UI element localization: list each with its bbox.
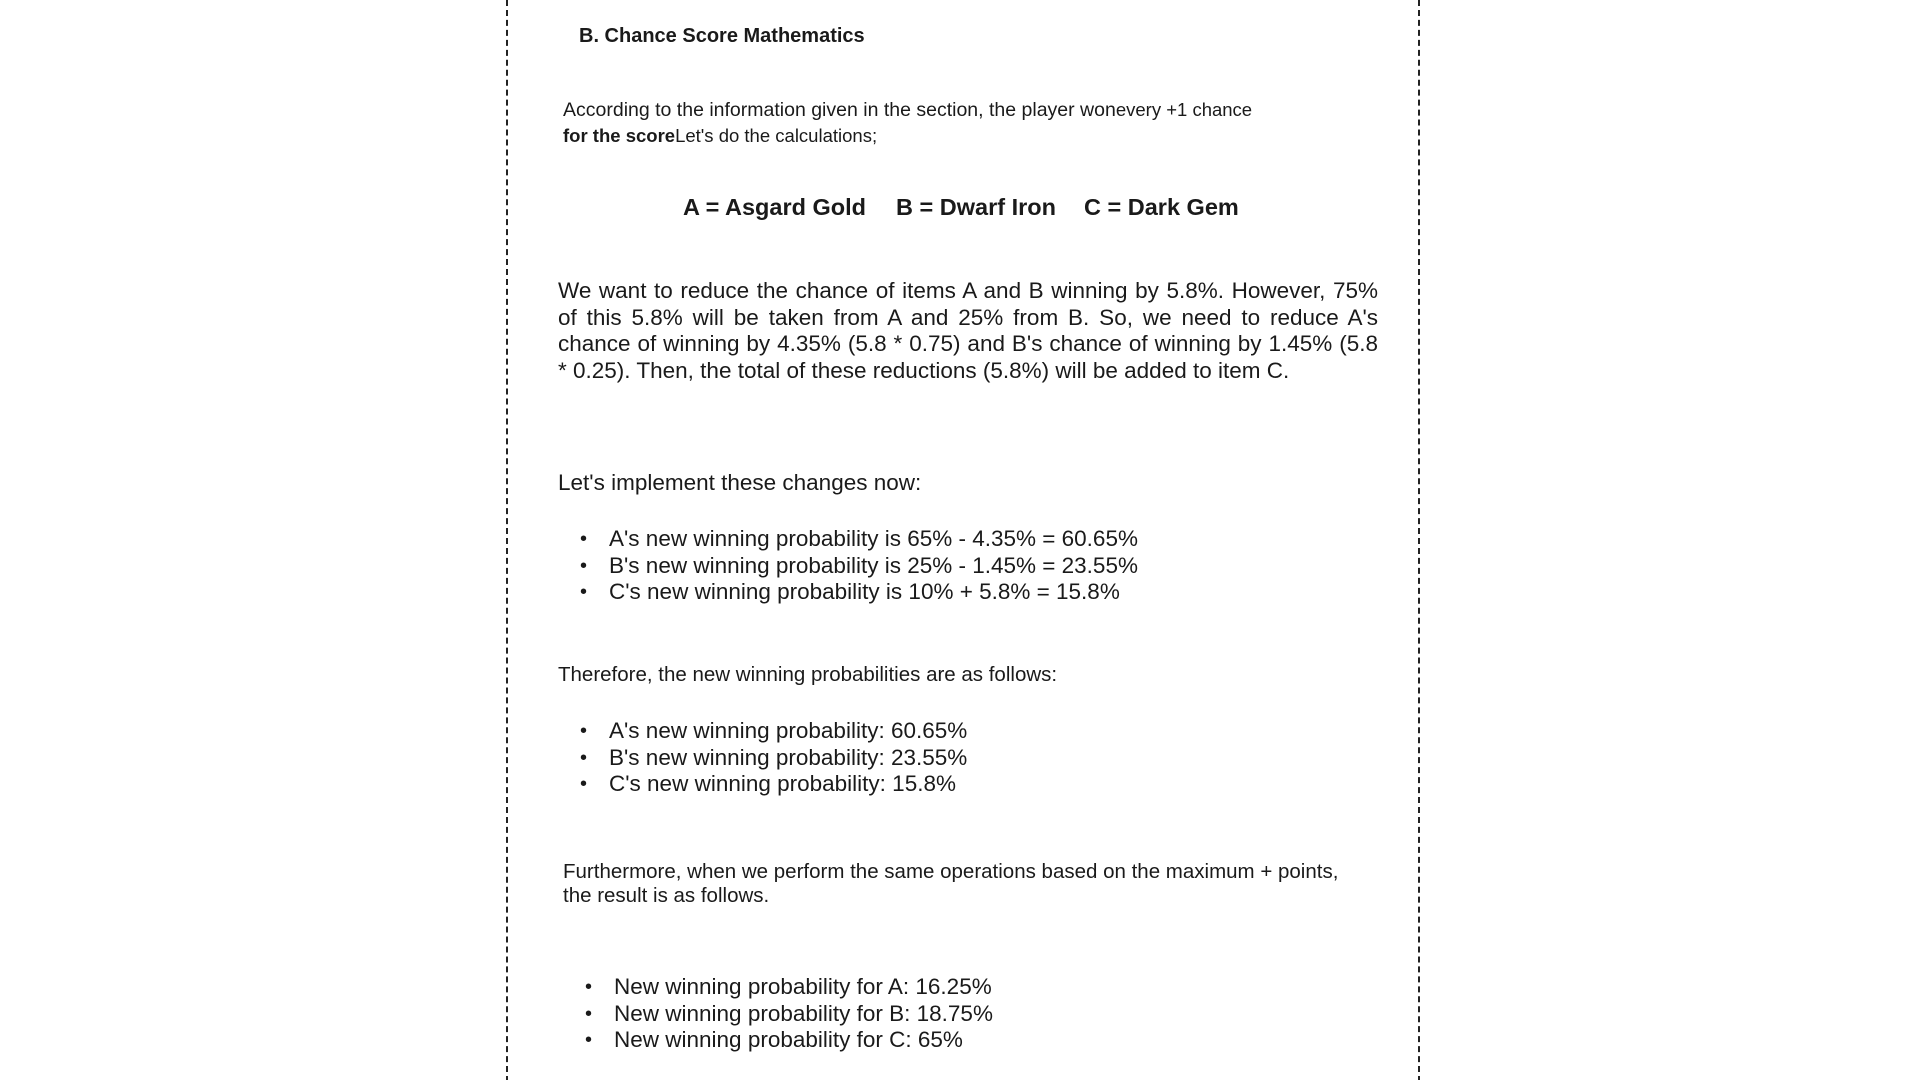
intro-line-1 bbox=[563, 97, 1393, 123]
list-item: • B's new winning probability is 25% - 1.45% = 23.55% bbox=[558, 553, 1138, 580]
intro-bold-text: for the score bbox=[563, 125, 676, 146]
section-title: B. Chance Score Mathematics bbox=[579, 25, 865, 47]
list-item: • C's new winning probability is 10% + 5.8% = 15.8% bbox=[558, 579, 1138, 606]
explanation-paragraph: We want to reduce the chance of items A and B winning by 5.8%. However, 75% of this 5.8% will be taken from A and 25% from B. So, we need to reduce A's chance of winning by 4.35% (5.8 * 0.75) and B's chance of winning by 1.45% (5.8 * 0.25). Then, the total of these reductions (5.8%) will be added to item C. bbox=[558, 278, 1378, 383]
therefore-lead: Therefore, the new winning probabilities are as follows: bbox=[558, 663, 1058, 686]
definition-b: B = Dwarf Iron bbox=[896, 194, 1056, 220]
definition-c: C = Dark Gem bbox=[1084, 194, 1239, 220]
list-item: • New winning probability for C: 65% bbox=[563, 1027, 993, 1054]
therefore-list bbox=[558, 718, 967, 798]
intro-line-2 bbox=[563, 123, 1393, 149]
implement-list bbox=[558, 526, 1138, 606]
intro-text-4: Let's do the calculations; bbox=[675, 125, 878, 146]
list-item: • New winning probability for A: 16.25% bbox=[563, 974, 993, 1001]
item-definitions bbox=[683, 194, 1239, 221]
list-item: • New winning probability for B: 18.75% bbox=[563, 1001, 993, 1028]
list-item: • A's new winning probability is 65% - 4.35% = 60.65% bbox=[558, 526, 1138, 553]
definition-a: A = Asgard Gold bbox=[683, 194, 867, 220]
list-item: • A's new winning probability: 60.65% bbox=[558, 718, 967, 745]
intro-paragraph bbox=[563, 97, 1393, 149]
maximum-lead: Furthermore, when we perform the same operations based on the maximum + points, the result is as follows. bbox=[563, 860, 1339, 907]
implement-lead: Let's implement these changes now: bbox=[558, 470, 922, 495]
intro-text-1: According to the information given in the section, the player won bbox=[563, 99, 1116, 121]
document-page bbox=[506, 0, 1420, 1080]
list-item: • C's new winning probability: 15.8% bbox=[558, 771, 967, 798]
maximum-list bbox=[563, 974, 993, 1054]
list-item: • B's new winning probability: 23.55% bbox=[558, 745, 967, 772]
intro-text-2: every +1 chance bbox=[1115, 99, 1253, 120]
